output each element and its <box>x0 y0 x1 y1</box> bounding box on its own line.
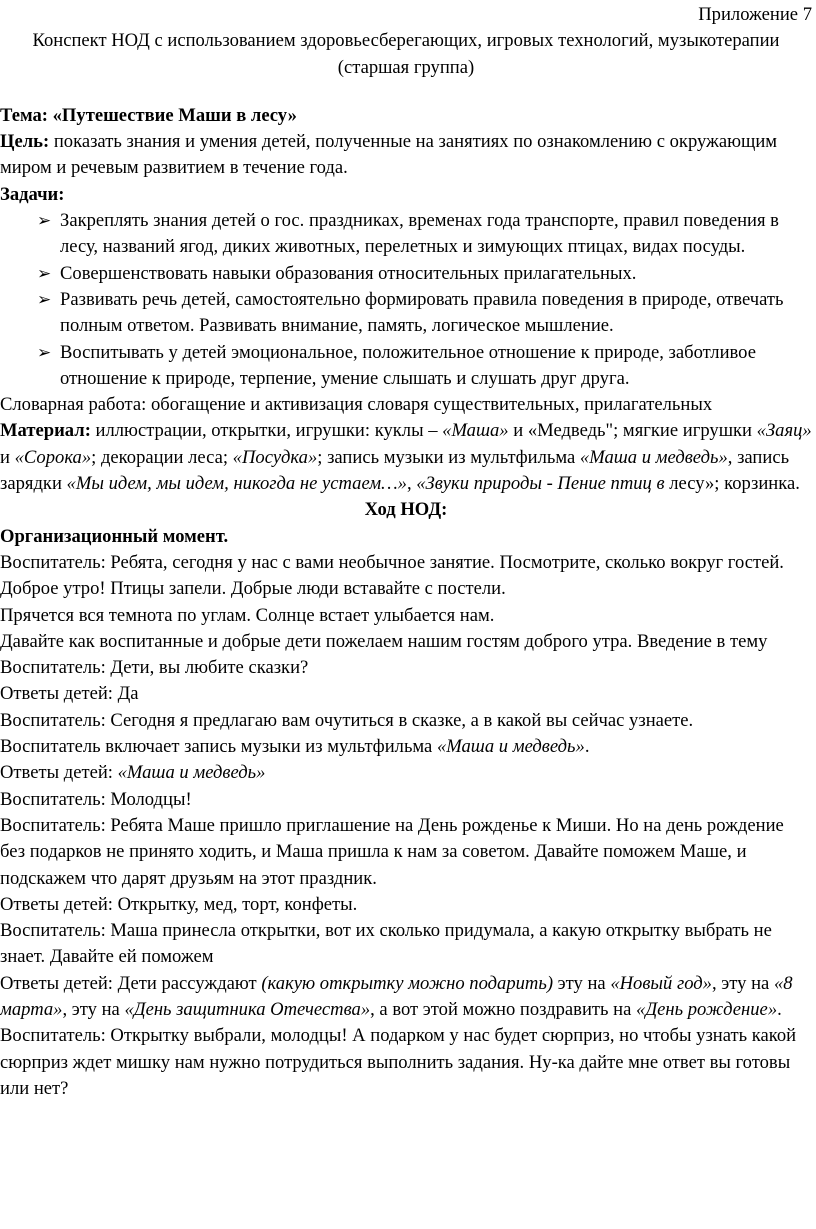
arrow-bullet-icon: ➢ <box>37 342 52 362</box>
dialog-line: Ответы детей: Дети рассуждают (какую открытку можно подарить) эту на «Новый год», эту на «8 марта», эту на «День защитника Отечества», а вот этой можно поздравить на «День рождение». <box>0 972 793 1020</box>
dialog-line: Воспитатель: Открытку выбрали, молодцы! А подарком у нас будет сюрприз, но чтобы узнать какой сюрприз ждет мишку нам нужно потрудиться выполнить задания. Ну-ка дайте мне ответ вы готовы или нет? <box>0 1025 797 1099</box>
goal-paragraph <box>0 129 812 182</box>
dialog-line: Воспитатель: Ребята Маше пришло приглашение на День рожденье к Миши. Но на день рождение без подарков не принято ходить, и Маша пришла к нам за советом. Давайте поможем Маше, и подскажем что дарят друзьям на этот праздник. <box>0 814 784 889</box>
theme-text: «Путешествие Маши в лесу» <box>47 104 297 126</box>
dialog-line: Ответы детей: Да <box>0 683 139 705</box>
list-item: ➢ Развивать речь детей, самостоятельно формировать правила поведения в природе, отвечать полным ответом. Развивать внимание, память, логическое мышление. <box>37 288 784 337</box>
tasks-list <box>0 208 812 392</box>
arrow-bullet-icon: ➢ <box>37 211 52 231</box>
dialog-line: Давайте как воспитанные и добрые дети пожелаем нашим гостям доброго утра. Введение в тему <box>0 630 768 652</box>
appendix-label: Приложение 7 <box>698 4 812 25</box>
dialog-line: Ответы детей: «Маша и медведь» <box>0 762 266 784</box>
dialog-line: Воспитатель: Сегодня я предлагаю вам очутиться в сказке, а в какой вы сейчас узнаете. <box>0 709 694 731</box>
document-title: Конспект НОД с использованием здоровьесберегающих, игровых технологий, музыкотерапии <box>32 30 780 52</box>
document-subtitle: (старшая группа) <box>337 56 475 78</box>
section-heading: Организационный момент. <box>0 525 229 547</box>
document-page <box>0 2 812 1102</box>
material-paragraph: Материал: иллюстрации, открытки, игрушки: куклы – «Маша» и «Медведь"; мягкие игрушки «Заяц» и «Сорока»; декорации леса; «Посудка»; запись музыки из мультфильма «Маша и медведь», запись зарядки «Мы идем, мы идем, никогда не устаем…», «Звуки природы - Пение птиц в лесу»; корзинка. <box>0 420 812 495</box>
theme-line <box>0 103 812 129</box>
tasks-label: Задачи: <box>0 183 65 205</box>
list-item: ➢ Закреплять знания детей о гос. праздниках, временах года транспорте, правил поведения в лесу, названий ягод, диких животных, перелетных и зимующих птицах, видах посуды. <box>37 210 779 258</box>
goal-text: показать знания и умения детей, полученные на занятиях по ознакомлению с окружающим миром и речевым развитием в течение года. <box>0 131 778 179</box>
dialog-line: Воспитатель: Маша принесла открытки, вот их сколько придумала, а какую открытку выбрать не знает. Давайте ей поможем <box>0 920 772 968</box>
dialog-line: Воспитатель включает запись музыки из мультфильма «Маша и медведь». <box>0 736 590 758</box>
dialog-line: Доброе утро! Птицы запели. Добрые люди вставайте с постели. <box>0 578 506 600</box>
dialog-line: Воспитатель: Дети, вы любите сказки? <box>0 657 309 679</box>
spacer <box>0 81 812 103</box>
arrow-bullet-icon: ➢ <box>37 289 52 309</box>
dialog-line: Воспитатель: Ребята, сегодня у нас с вами необычное занятие. Посмотрите, сколько вокруг гостей. <box>0 551 784 573</box>
material-label: Материал: <box>0 420 91 442</box>
arrow-bullet-icon: ➢ <box>37 263 52 283</box>
theme-label: Тема: <box>0 104 48 126</box>
goal-label: Цель: <box>0 131 50 153</box>
list-item: ➢ Воспитывать у детей эмоциональное, положительное отношение к природе, заботливое отношение к природе, терпение, умение слышать и слушать друг друга. <box>37 341 756 389</box>
vocabulary-line: Словарная работа: обогащение и активизация словаря существительных, прилагательных <box>0 394 713 416</box>
list-item: ➢ Совершенствовать навыки образования относительных прилагательных. <box>0 261 812 287</box>
dialog-line: Прячется вся темнота по углам. Солнце встает улыбается нам. <box>0 604 495 626</box>
dialog-line: Воспитатель: Молодцы! <box>0 788 192 810</box>
dialog-line: Ответы детей: Открытку, мед, торт, конфеты. <box>0 893 358 915</box>
progress-title: Ход НОД: <box>364 499 448 521</box>
